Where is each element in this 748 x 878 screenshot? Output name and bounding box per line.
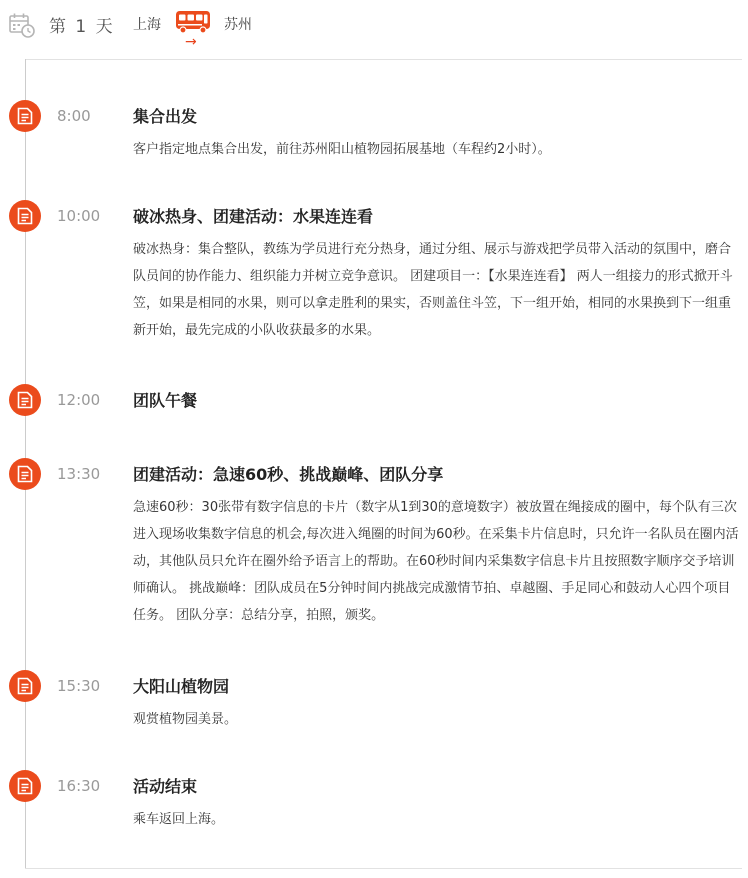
schedule-description: 观赏植物园美景。 xyxy=(133,712,238,727)
timeline-marker xyxy=(9,200,41,232)
schedule-title: 团建活动：急速60秒、挑战巅峰、团队分享 xyxy=(133,465,444,484)
document-icon xyxy=(17,777,33,795)
schedule-description: 客户指定地点集合出发，前往苏州阳山植物园拓展基地（车程约2小时）。 xyxy=(133,142,551,157)
bus-icon xyxy=(175,10,211,34)
document-icon xyxy=(17,391,33,409)
direction-arrow: → xyxy=(185,34,197,50)
timeline-marker xyxy=(9,670,41,702)
document-icon xyxy=(17,677,33,695)
document-icon xyxy=(17,465,33,483)
timeline-marker xyxy=(9,100,41,132)
schedule-title: 集合出发 xyxy=(133,107,198,126)
timeline-marker xyxy=(9,384,41,416)
schedule-title: 大阳山植物园 xyxy=(133,677,230,696)
schedule-time: 15:30 xyxy=(57,677,101,695)
schedule-title: 活动结束 xyxy=(133,777,198,796)
schedule-description: 急速60秒：30张带有数字信息的卡片（数字从1到30的意境数字）被放置在绳接成的圈中，每个队有三次进入现场收集数字信息的机会,每次进入绳圈的时间为60秒。在采集卡片信息时，只允许一名队员在圈内活动，其他队员只允许在圈外给予语言上的帮助。在60秒时间内采集数字信息卡片且按照数字顺序交予培训师确认。 挑战巅峰：团队成员在5分钟时间内挑战完成激情节拍、卓越圈、手足同心和鼓动人心四个项目任务。 团队分享：总结分享，拍照，颁奖。 xyxy=(133,500,739,623)
schedule-title: 团队午餐 xyxy=(133,391,198,410)
schedule-title: 破冰热身、团建活动：水果连连看 xyxy=(133,207,374,226)
schedule-time: 16:30 xyxy=(57,777,101,795)
header-divider xyxy=(25,59,742,60)
timeline-marker xyxy=(9,458,41,490)
schedule-description: 破冰热身：集合整队，教练为学员进行充分热身，通过分组、展示与游戏把学员带入活动的氛围中，磨合队员间的协作能力、组织能力并树立竞争意识。 团建项目一：【水果连连看】 两人一组接力的形式掀开斗笠，如果是相同的水果，则可以拿走胜利的果实，否则盖住斗笠，下一组开始，相同的水果换到下一组重新开始，最先完成的小队收获最多的水果。 xyxy=(133,242,733,338)
day-header xyxy=(0,0,748,60)
document-icon xyxy=(17,107,33,125)
schedule-description: 乘车返回上海。 xyxy=(133,812,225,827)
destination-city: 苏州 xyxy=(224,17,252,33)
schedule-time: 8:00 xyxy=(57,107,91,125)
schedule-time: 12:00 xyxy=(57,391,101,409)
document-icon xyxy=(17,207,33,225)
calendar-clock-icon xyxy=(9,12,35,38)
schedule-time: 13:30 xyxy=(57,465,101,483)
footer-divider xyxy=(25,868,742,869)
day-label: 第 1 天 xyxy=(49,17,115,37)
schedule-time: 10:00 xyxy=(57,207,101,225)
timeline-marker xyxy=(9,770,41,802)
departure-city: 上海 xyxy=(133,17,161,33)
